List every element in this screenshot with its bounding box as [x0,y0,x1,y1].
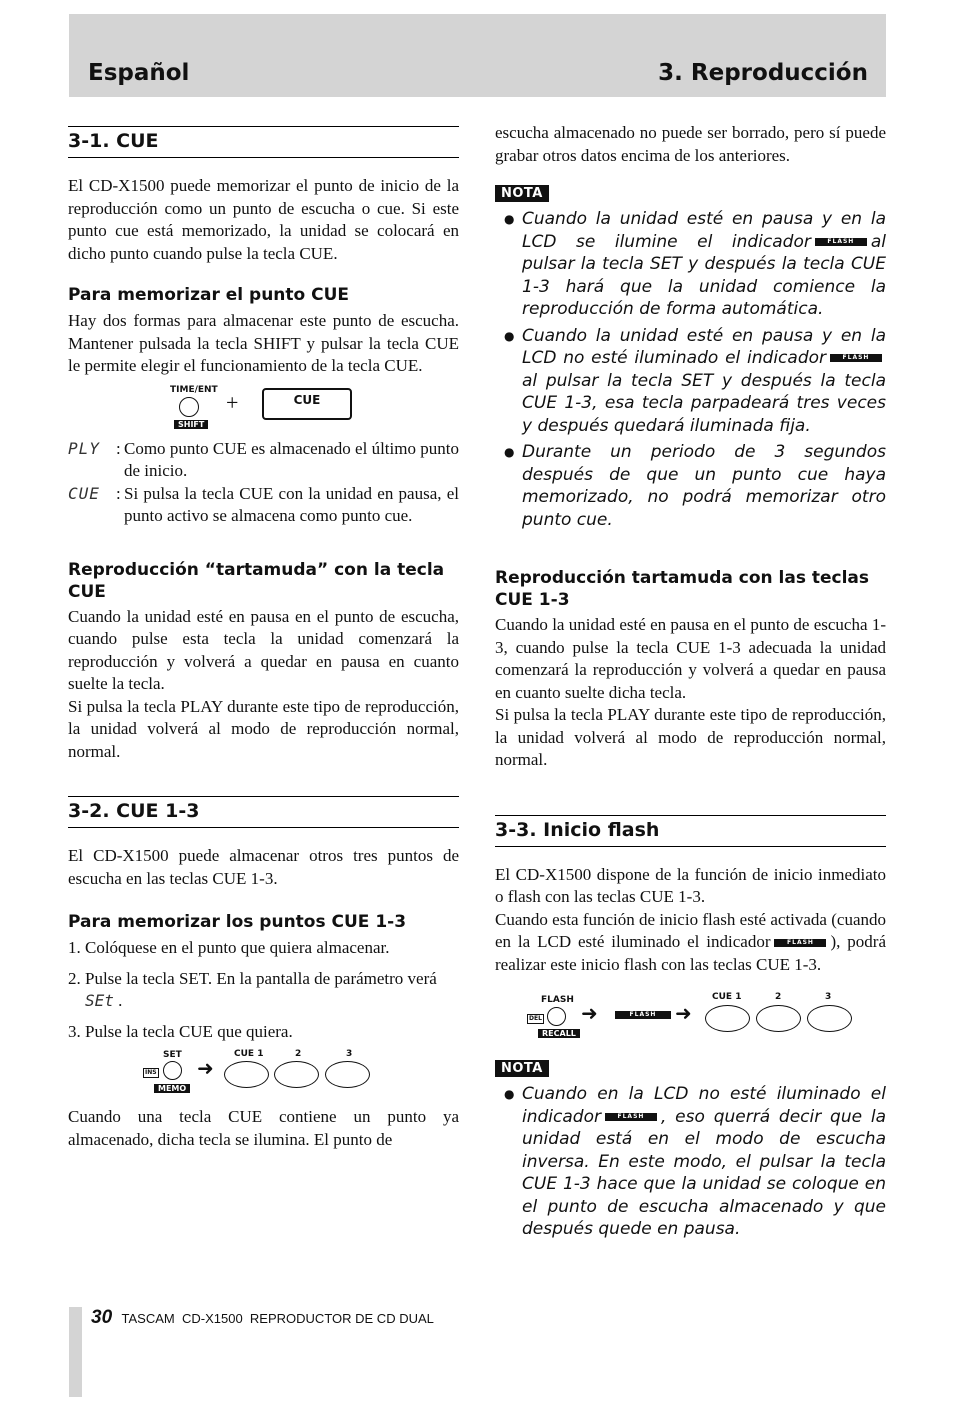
shift-label: SHIFT [174,420,208,429]
s1-sub-stutter: Reproducción “tartamuda” con la tecla CUE [68,559,445,602]
note-item: ● Cuando en la LCD no esté iluminado el indicador FLASH , eso querrá decir que la unidad está en el modo de escucha inversa. En este modo, el pulsar la tecla CUE 1-3 hace que la unidad se coloque en el punto de escucha almacenado y que después quede en pausa. [495,1083,886,1241]
footer-brand: TASCAM [121,1311,175,1326]
section-title-3-3: 3-3. Inicio flash [495,815,886,847]
right-para-stutter-b: Si pulsa la tecla PLAY durante este tipo de reproducción, la unidad volverá al modo de reproducción normal, normal. [495,705,886,769]
time-ent-button-icon [179,397,199,417]
s3-para-1: El CD-X1500 dispone de la función de inicio inmediato o flash con las teclas CUE 1-3. [495,864,886,906]
set-display: SEt [85,991,114,1010]
note-item: ● Cuando la unidad esté en pausa y en la LCD no esté iluminado el indicador FLASHal pulsar la tecla SET y después la tecla CUE 1-3, esa tecla parpadeará tres veces y después quedará iluminada fija. [495,325,886,438]
cue3-button-icon [807,1005,852,1032]
nota-list-2 [495,1083,886,1241]
nota-badge: NOTA [495,185,549,202]
cue1-label: CUE 1 [712,992,742,1002]
set-button-icon [163,1061,182,1080]
nota-badge: NOTA [495,1060,549,1077]
s1-intro: El CD-X1500 puede memorizar el punto de inicio de la reproducción como un punto de escucha o cue. Si este punto cue está memorizado, la unidad se colocará en dicho punto cuando pulse la tecla CUE. [68,176,459,263]
right-sub-stutter: Reproducción tartamuda con las teclas CUE 1-3 [495,568,870,610]
flash-button-label: FLASH [541,995,574,1005]
cue2-button-icon [756,1005,801,1032]
cue1-label: CUE 1 [234,1049,264,1059]
s2-para-end: Cuando una tecla CUE contiene un punto ya almacenado, dicha tecla se ilumina. El punto de [68,1107,459,1149]
section-title-3-1: 3-1. CUE [68,126,459,158]
cue2-label: 2 [775,992,782,1002]
del-label: DEL [529,1015,542,1022]
step-2: 2. Pulse la tecla SET. En la pantalla de parámetro verá SEt . [68,968,437,1010]
flash-indicator-icon: FLASH [774,939,826,947]
cue1-button-icon [224,1061,269,1088]
cue3-label: 3 [825,992,832,1002]
cue1-button-icon [705,1005,750,1032]
left-column [68,126,459,1151]
footer-model: CD-X1500 [181,1311,243,1326]
ins-label: INS [145,1069,157,1076]
memo-label: MEMO [154,1084,190,1093]
arrow-right-icon: ➜ [675,1003,692,1025]
flash-button-icon [547,1007,566,1026]
s1-sub-memorize: Para memorizar el punto CUE [68,285,350,305]
recall-label: RECALL [538,1029,580,1038]
cue2-label: 2 [295,1049,302,1059]
cue3-label: 3 [346,1049,353,1059]
right-para-stutter-a: Cuando la unidad esté en pausa en el punto de escucha 1-3, cuando pulse la tecla CUE 1-3 adecuada la unidad comenzará la reproducción y volverá a quedar en pausa en cuanto suelte dicha tecla. [495,615,886,702]
plus-sign: + [226,389,239,415]
s2-steps [68,937,459,1043]
footer-desc: REPRODUCTOR DE CD DUAL [249,1311,434,1326]
cue-display: CUE [68,483,100,503]
cue3-button-icon [325,1061,370,1088]
cue-description: Si pulsa la tecla CUE con la unidad en pausa, el punto activo se almacena como punto cue. [124,483,459,525]
cue-button-icon: CUE [262,388,352,420]
nota-list-1 [495,208,886,531]
s1-para-memorize: Hay dos formas para almacenar este punto de escucha. Mantener pulsada la tecla SHIFT y pulsar la tecla CUE le permite elegir el funcionamiento de la tecla CUE. [68,311,459,375]
cue2-button-icon [274,1061,319,1088]
note-item: ● Cuando la unidad esté en pausa y en la LCD se ilumine el indicador FLASH al pulsar la tecla SET y después la tecla CUE 1-3 hará que la unidad comience la reproducción de forma automática. [495,208,886,321]
ply-description: Como punto CUE es almacenado el último punto de inicio. [124,438,459,480]
right-column [495,122,886,1241]
s2-sub-memorize: Para memorizar los puntos CUE 1-3 [68,912,407,932]
ply-display: PLY [68,438,100,458]
s3-para-2: Cuando esta función de inicio flash esté activada (cuando en la LCD esté iluminado el indicador FLASH ), podrá realizar este inicio flash con las teclas CUE 1-3. [495,909,886,974]
right-para-cont: escucha almacenado no puede ser borrado, pero sí puede grabar otros datos encima de los anteriores. [495,123,886,165]
cue-option: CUE : Si pulsa la tecla CUE con la unidad en pausa, el punto activo se almacena como punto cue. [68,483,459,528]
flash-indicator-icon: FLASH [605,1113,657,1121]
flash-indicator-icon: FLASH [615,1011,671,1019]
set-label: SET [163,1050,182,1060]
s2-intro: El CD-X1500 puede almacenar otros tres puntos de escucha en las teclas CUE 1-3. [68,846,459,888]
step-1: 1. Colóquese en el punto que quiera almacenar. [68,938,390,957]
s1-para-stutter-a: Cuando la unidad esté en pausa en el punto de escucha, cuando pulse esta tecla la unidad comenzará la reproducción y volverá a quedar en pausa en cuanto suelte la tecla. [68,606,459,693]
ply-option: PLY : Como punto CUE es almacenado el último punto de inicio. [68,438,459,483]
note-item: ● Durante un periodo de 3 segundos después de que un punto cue haya memorizado, no podrá memorizar otro punto cue. [495,441,886,531]
arrow-right-icon: ➜ [197,1058,214,1080]
arrow-right-icon: ➜ [581,1003,598,1025]
page-footer [91,1307,434,1329]
flash-indicator-icon: FLASH [830,354,882,362]
flash-cue-figure [495,988,886,1046]
section-title-3-2: 3-2. CUE 1-3 [68,796,459,828]
flash-indicator-icon: FLASH [815,238,867,246]
page-number: 30 [91,1307,113,1328]
header-chapter: 3. Reproducción [658,60,868,86]
step-3: 3. Pulse la tecla CUE que quiera. [68,1021,293,1041]
set-cue-figure [68,1047,459,1103]
footer-bar [69,1307,82,1397]
header-language: Español [88,60,190,86]
s1-para-stutter-b: Si pulsa la tecla PLAY durante este tipo de reproducción, la unidad volverá al modo de reproducción normal, normal. [68,696,459,761]
page-header [69,14,886,97]
shift-cue-figure [68,384,459,438]
time-ent-label: TIME/ENT [170,384,218,395]
